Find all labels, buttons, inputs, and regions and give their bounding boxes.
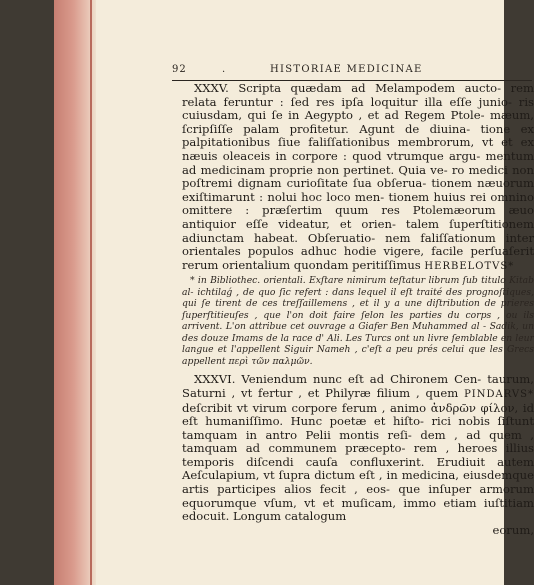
footnote xyxy=(182,275,534,367)
section-35-author: HERBELOTVS* xyxy=(424,260,515,272)
header-separator: . xyxy=(222,64,227,75)
running-header xyxy=(172,64,534,80)
main-text xyxy=(182,82,534,537)
section-36 xyxy=(182,373,534,524)
catchword: eorum, xyxy=(492,522,534,537)
footnote-text: in Bibliothec. orientali. Exſtare nimirum teſtatur librum ſub titulo Kitab al- ichtilaǵ , de quo ſic refert : dans lequel il eſt traité des prognoſtiques, qui ſe tirent de ces treſſaillemens , et il y a une diſtribution de prieres ſuperſtitieuſes , que l'on doit faire ſelon les parties du corps , ou ils arrivent. L'on attribue cet ouvrage a Giafer Ben Muhammed al - Sadik, un des douze Imams de la race d' Ali. Les Turcs ont un livre ſemblable en leur langue et l'appellent Siguir Nameh , c'eſt a peu prés celui que les Grecs appellent περὶ τῶν παλμῶν. xyxy=(182,275,534,367)
section-36-author: PINDARVS* xyxy=(464,388,534,400)
book-page xyxy=(54,0,534,585)
binding-edge xyxy=(90,0,92,585)
page-number: 92 xyxy=(172,64,187,75)
footnote-marker: * xyxy=(190,275,195,287)
section-35-text: XXXV. Scripta quædam ad Melampodem aucto- rem relata feruntur : ſed res ipſa loquitur illa eſſe junio- ris cuiusdam, qui ſe in Aegypto , et ad Regem Ptole- mæum, ſcripſiſſe palam profitetur. Agunt de diuina- tione ex palpitationibus ſiue faliſſationibus membrorum, vt et ex næuis oleaceis in corpore : quod vtrumque argu- mentum ad medicinam proprie non pertinet. Quia ve- ro medici non poſtremi dignam curioſitate ſua obſerua- tionem næuorum exiſtimarunt : nolui hoc loco men- tionem huius rei omnino omittere : præſertim quum res Ptolemæorum æuo antiquior eſſe videatur, et orien- talem ſuperſtitionem adiunctam habeat. Obſeruatio- nem faliſſationum inter orientales populos adhuc hodie vigere, facile perſuaſerit rerum orientalium quondam peritiſſimus xyxy=(182,81,534,272)
section-35 xyxy=(182,82,534,273)
section-36-text-b: deſcribit vt virum corpore ferum , animo ἀνδρῶν φίλον, id eſt humaniſſimo. Hunc poetæ et hiſto- rici nobis ſiſtunt tamquam in antro Pelii montis reſi- dem , ad quem , tamquam ad communem præcepto- rem , heroes illius temporis diſcendi cauſa confluxerint. Erudiuit autem Aeſculapium, vt ſupra dictum eſt , in medicina, eiusdemque artis participes alios fecit , eos- que inſuper armorum equorumque vſum, vt et muſicam, immo etiam iuſtitiam edocuit. Longum catalogum xyxy=(182,400,534,524)
running-head-title: HISTORIAE MEDICINAE xyxy=(270,64,423,75)
section-36-text-a: XXXVI. Veniendum nunc eſt ad Chironem Cen- taurum, Saturni , vt fertur , et Philyræ filium , quem xyxy=(182,372,534,400)
